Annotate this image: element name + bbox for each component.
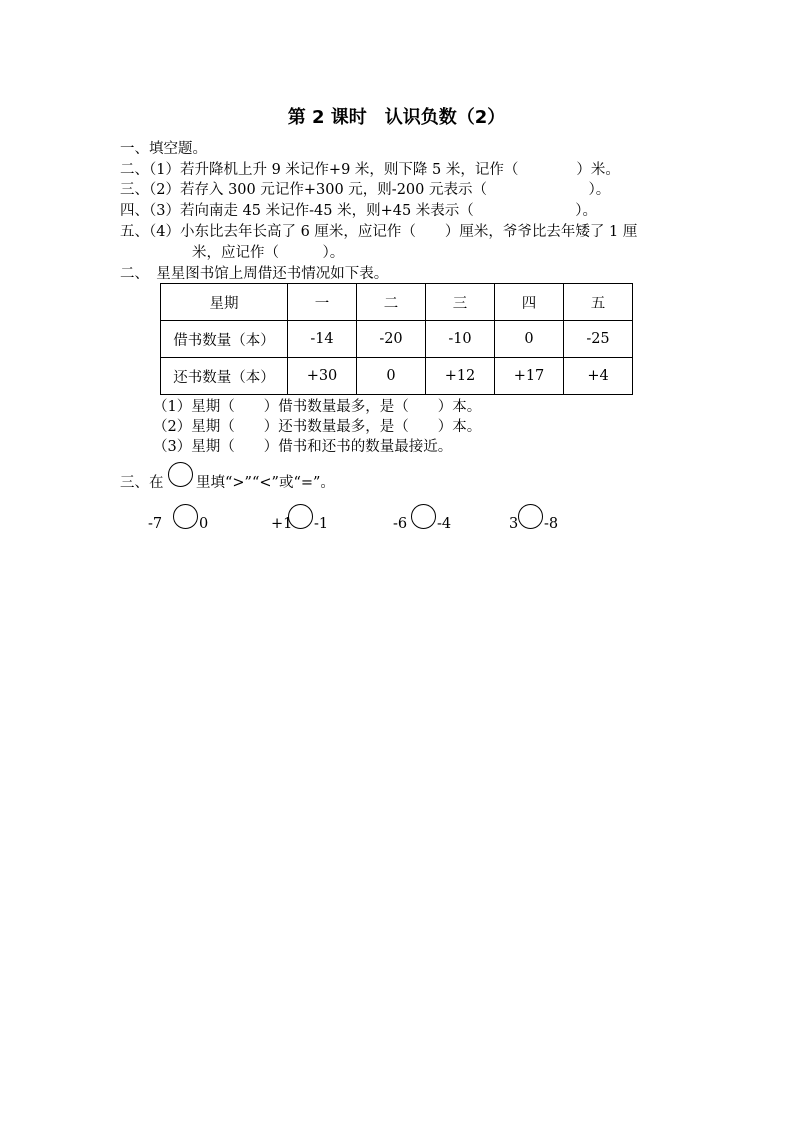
comparison-right: -8 [544,516,559,532]
comparison-right: -1 [314,516,329,532]
page-title: 第 2 课时 认识负数（2） [287,107,506,128]
comparison-right: -4 [437,516,452,532]
answer-circle[interactable] [173,504,198,529]
section1-heading: 一、填空题。 [120,141,207,157]
table-row-label: 还书数量（本） [161,358,288,395]
question-item: 三、（2）若存入 300 元记作+300 元，则-200 元表示（ ）。 [120,182,611,198]
comparison-left: -7 [148,516,163,532]
section3-suffix: 里填“>”“<”或“=”。 [196,475,335,491]
blank-circle-icon [168,462,193,487]
table-cell: -10 [426,321,495,358]
table-cell: +4 [564,358,633,395]
table-header-cell: 一 [288,284,357,321]
table-cell: 0 [357,358,426,395]
table-row [161,358,633,395]
question-item-continued: 米，应记作（ ）。 [192,245,345,261]
question-item: 四、（3）若向南走 45 米记作-45 米，则+45 米表示（ ）。 [120,203,598,219]
table-cell: +12 [426,358,495,395]
table-header-cell: 三 [426,284,495,321]
table-row [161,321,633,358]
question-item: 二、（1）若升降机上升 9 米记作+9 米，则下降 5 米，记作（ ）米。 [120,162,620,178]
table-cell: +30 [288,358,357,395]
answer-circle[interactable] [411,504,436,529]
table-header-cell: 四 [495,284,564,321]
table-cell: -20 [357,321,426,358]
table-question: （3）星期（ ）借书和还书的数量最接近。 [153,439,453,455]
table-cell: 0 [495,321,564,358]
answer-circle[interactable] [288,504,313,529]
library-table [160,283,633,395]
section2-heading: 二、 星星图书馆上周借还书情况如下表。 [120,266,389,282]
table-cell: +17 [495,358,564,395]
comparison-left: +1 [271,516,293,532]
table-header-cell: 二 [357,284,426,321]
answer-circle[interactable] [518,504,543,529]
question-item: 五、（4）小东比去年长高了 6 厘米，应记作（ ）厘米，爷爷比去年矮了 1 厘 [120,224,638,240]
table-row-label: 借书数量（本） [161,321,288,358]
table-header-row [161,284,633,321]
section3-prefix: 三、在 [120,475,164,491]
table-question: （2）星期（ ）还书数量最多，是（ ）本。 [153,419,482,435]
table-question: （1）星期（ ）借书数量最多，是（ ）本。 [153,399,482,415]
comparison-left: 3 [509,516,519,532]
table-header-cell: 星期 [161,284,288,321]
comparison-left: -6 [393,516,408,532]
table-cell: -14 [288,321,357,358]
table-cell: -25 [564,321,633,358]
table-header-cell: 五 [564,284,633,321]
comparison-right: 0 [199,516,209,532]
